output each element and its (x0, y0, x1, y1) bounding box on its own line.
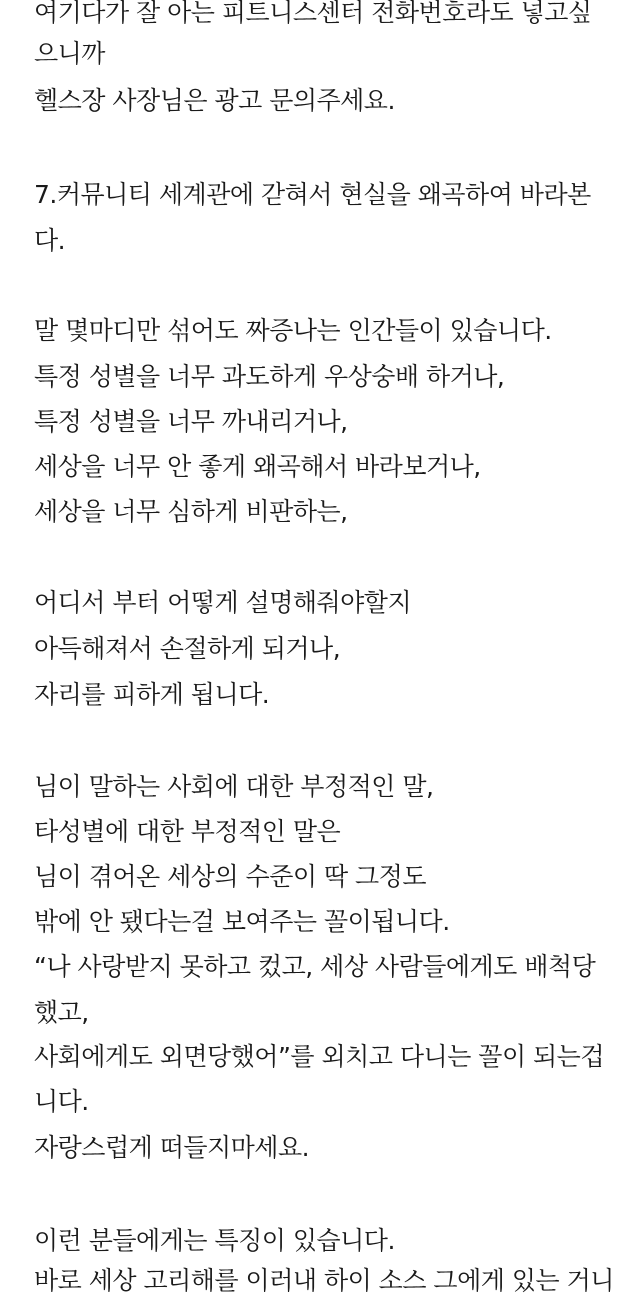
text-line: 으니까 (34, 39, 105, 68)
text-line: 님이 겪어온 세상의 수준이 딱 그정도 (34, 862, 426, 891)
text-line: 했고, (34, 998, 89, 1027)
text-line: 다. (34, 226, 66, 255)
text-line: 세상을 너무 안 좋게 왜곡해서 바라보거나, (34, 452, 481, 481)
text-line: 여기다가 잘 아는 피트니스센터 전화번호라도 넣고싶 (34, 0, 592, 27)
text-line: 어디서 부터 어떻게 설명해줘야할지 (34, 588, 412, 617)
text-line: 타성별에 대한 부정적인 말은 (34, 817, 341, 846)
text-line: “나 사랑받지 못하고 컸고, 세상 사람들에게도 배척당 (34, 952, 596, 981)
text-line: 자랑스럽게 떠들지마세요. (34, 1133, 310, 1162)
text-line: 헬스장 사장님은 광고 문의주세요. (34, 86, 395, 115)
text-line: 님이 말하는 사회에 대한 부정적인 말, (34, 772, 434, 801)
text-line: 아득해져서 손절하게 되거나, (34, 634, 341, 663)
text-line: 세상을 너무 심하게 비판하는, (34, 497, 348, 526)
text-line: 밖에 안 됐다는걸 보여주는 꼴이됩니다. (34, 907, 450, 936)
text-line: 사회에게도 외면당했어”를 외치고 다니는 꼴이 되는겁 (34, 1042, 604, 1071)
text-line: 특정 성별을 너무 과도하게 우상숭배 하거나, (34, 362, 505, 391)
text-line: 이런 분들에게는 특징이 있습니다. (34, 1226, 395, 1255)
text-line: 니다. (34, 1087, 89, 1116)
text-line: 7.커뮤니티 세계관에 갇혀서 현실을 왜곡하여 바라본 (34, 180, 591, 209)
text-line: 특정 성별을 너무 까내리거나, (34, 407, 348, 436)
text-line: 말 몇마디만 섞어도 짜증나는 인간들이 있습니다. (34, 316, 552, 345)
text-line: 자리를 피하게 됩니다. (34, 680, 270, 709)
text-line: 바로 세상 고리해를 이러내 하이 소스 그에게 있는 거니 (34, 1266, 614, 1295)
